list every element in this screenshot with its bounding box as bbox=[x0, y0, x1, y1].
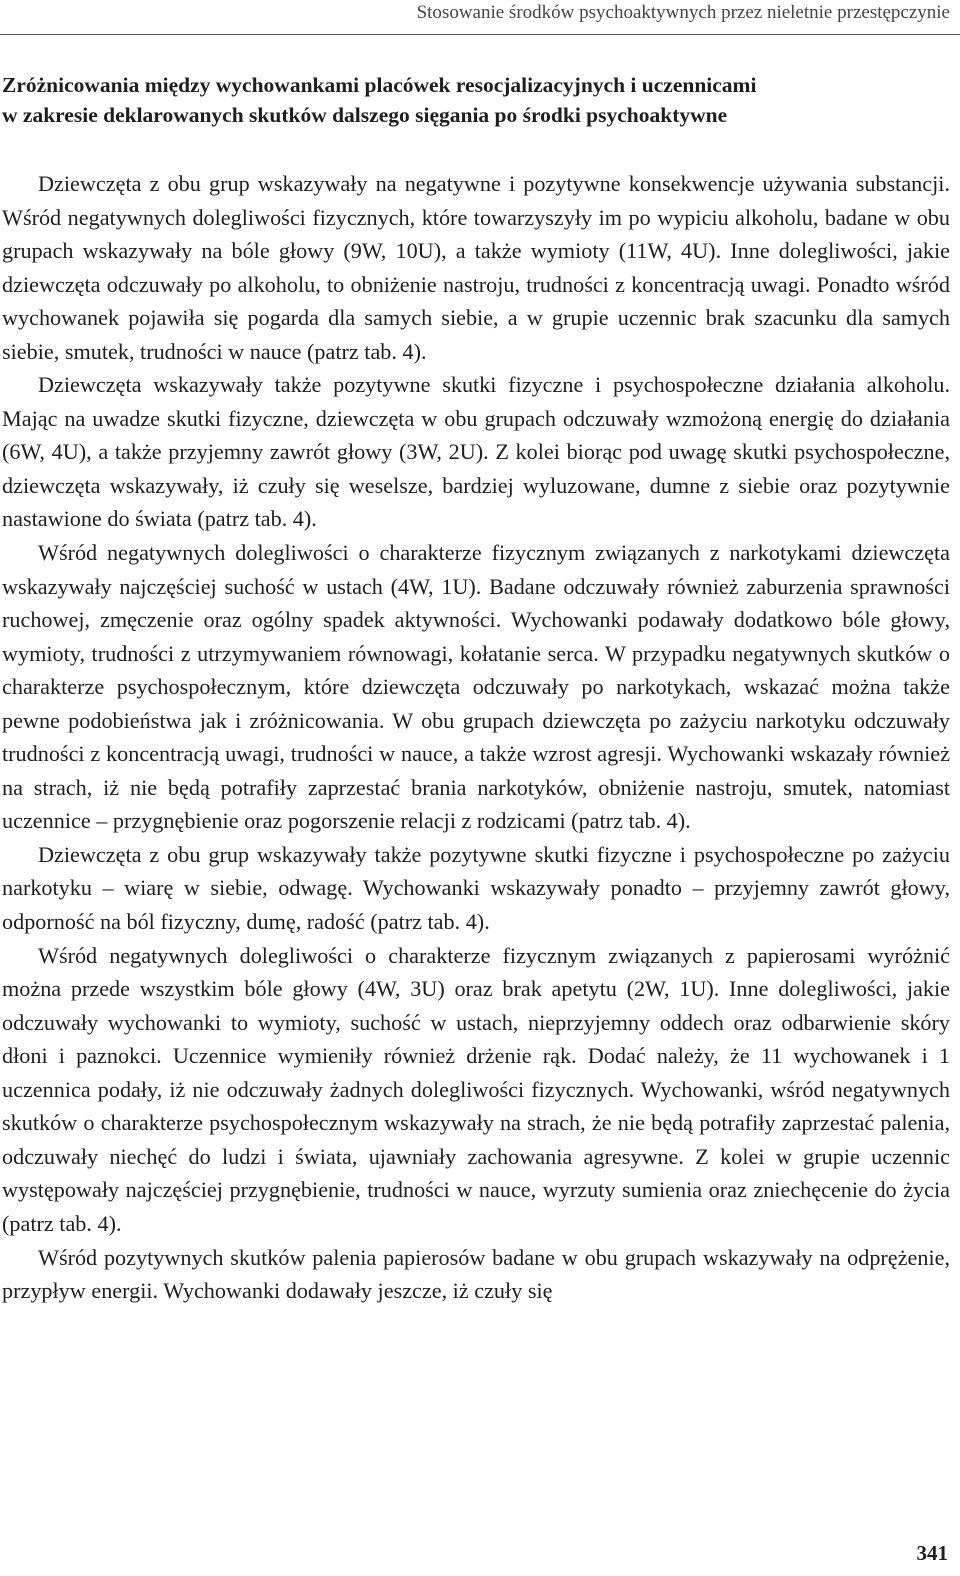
section-heading-line-2: w zakresie deklarowanych skutków dalszego sięgania po środki psychoaktywne bbox=[2, 103, 728, 127]
header-rule bbox=[0, 34, 960, 35]
paragraph-1: Dziewczęta z obu grup wskazywały na negatywne i pozytywne konsekwencje używania substancji. Wśród negatywnych dolegliwości fizycznych, które towarzyszyły im po wypiciu alkoholu, badane w obu grupach wskazywały na bóle głowy (9W, 10U), a także wymioty (11W, 4U). Inne dolegliwości, jakie dziewczęta odczuwały po alkoholu, to obniżenie nastroju, trudności z koncentracją uwagi. Ponadto wśród wychowanek pojawiła się pogarda dla samych siebie, a w grupie uczennic brak szacunku dla samych siebie, smutek, trudności w nauce (patrz tab. 4). bbox=[2, 171, 950, 364]
paragraph-6: Wśród pozytywnych skutków palenia papierosów badane w obu grupach wskazywały na odprężenie, przypływ energii. Wychowanki dodawały jeszcze, iż czuły się bbox=[2, 1244, 950, 1304]
section-heading-line-1: Zróżnicowania między wychowankami placówek resocjalizacyjnych i uczennicami bbox=[2, 73, 757, 97]
paragraph-5: Wśród negatywnych dolegliwości o charakterze fizycznym związanych z papierosami wyróżnić można przede wszystkim bóle głowy (4W, 3U) oraz brak apetytu (2W, 1U). Inne dolegliwości, jakie odczuwały wychowanki to wymioty, suchość w ustach, nieprzyjemny oddech oraz odbarwienie skóry dłoni i paznokci. Uczennice wymieniły również drżenie rąk. Dodać należy, że 11 wychowanek i 1 uczennica podały, iż nie odczuwały żadnych dolegliwości fizycznych. Wychowanki, wśród negatywnych skutków o charakterze psychospołecznym wskazywały na strach, że nie będą potrafiły zaprzestać palenia, odczuwały niechęć do ludzi i świata, ujawniały zachowania agresywne. Z kolei w grupie uczennic występowały najczęściej przygnębienie, trudności w nauce, wyrzuty sumienia oraz zniechęcenie do życia (patrz tab. 4). bbox=[2, 942, 950, 1236]
running-header: Stosowanie środków psychoaktywnych przez nieletnie przestępczynie bbox=[416, 2, 950, 23]
paragraph-4: Dziewczęta z obu grup wskazywały także pozytywne skutki fizyczne i psychospołeczne po zażyciu narkotyku – wiarę w siebie, odwagę. Wychowanki wskazywały ponadto – przyjemny zawrót głowy, odporność na ból fizyczny, dumę, radość (patrz tab. 4). bbox=[2, 841, 950, 935]
section-heading bbox=[2, 70, 952, 130]
paragraph-3: Wśród negatywnych dolegliwości o charakterze fizycznym związanych z narkotykami dziewczęta wskazywały najczęściej suchość w ustach (4W, 1U). Badane odczuwały również zaburzenia sprawności ruchowej, zmęczenie oraz ogólny spadek aktywności. Wychowanki podawały dodatkowo bóle głowy, wymioty, trudności z utrzymywaniem równowagi, kołatanie serca. W przypadku negatywnych skutków o charakterze psychospołecznym, które dziewczęta odczuwały po narkotykach, wskazać można także pewne podobieństwa jak i zróżnicowania. W obu grupach dziewczęta po zażyciu narkotyku odczuwały trudności z koncentracją uwagi, trudności w nauce, a także wzrost agresji. Wychowanki wskazały również na strach, iż nie będą potrafiły zaprzestać brania narkotyków, obniżenie nastroju, smutek, natomiast uczennice – przygnębienie oraz pogorszenie relacji z rodzicami (patrz tab. 4). bbox=[2, 540, 950, 834]
page-number: 341 bbox=[916, 1541, 948, 1565]
body-text bbox=[2, 167, 950, 1308]
paragraph-2: Dziewczęta wskazywały także pozytywne skutki fizyczne i psychospołeczne działania alkoholu. Mając na uwadze skutki fizyczne, dziewczęta w obu grupach odczuwały wzmożoną energię do działania (6W, 4U), a także przyjemny zawrót głowy (3W, 2U). Z kolei biorąc pod uwagę skutki psychospołeczne, dziewczęta wskazywały, iż czuły się weselsze, bardziej wyluzowane, dumne z siebie oraz pozytywnie nastawione do świata (patrz tab. 4). bbox=[2, 372, 950, 532]
